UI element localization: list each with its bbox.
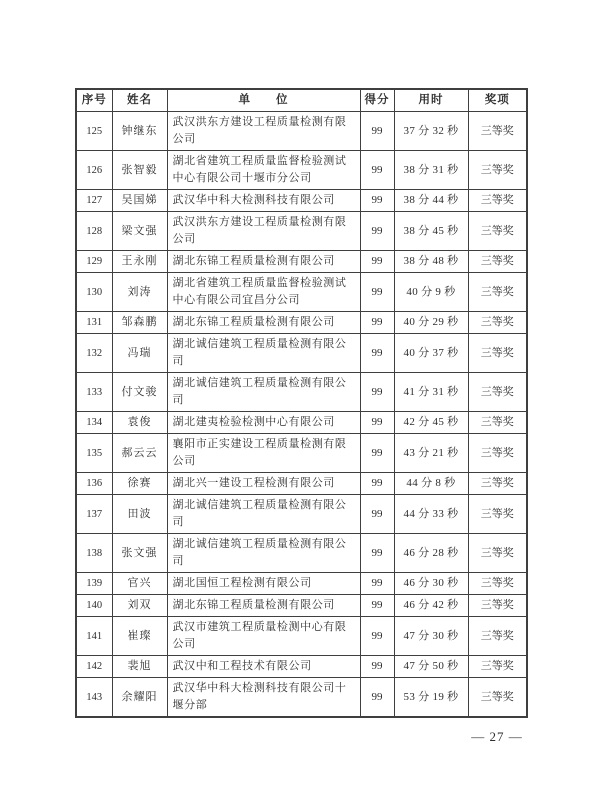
cell-time: 47 分 50 秒	[394, 656, 468, 678]
table-row	[76, 112, 527, 151]
cell-score: 99	[360, 595, 394, 617]
cell-org: 武汉华中科大检测科技有限公司	[167, 190, 360, 212]
cell-score: 99	[360, 473, 394, 495]
cell-score: 99	[360, 312, 394, 334]
table-row	[76, 434, 527, 473]
header-award: 奖项	[468, 89, 527, 112]
cell-score: 99	[360, 112, 394, 151]
cell-score: 99	[360, 251, 394, 273]
table-row	[76, 312, 527, 334]
table-row	[76, 273, 527, 312]
cell-name: 郝云云	[112, 434, 167, 473]
cell-no: 137	[76, 495, 112, 534]
table-row	[76, 251, 527, 273]
table-header-row	[76, 89, 527, 112]
table-row	[76, 212, 527, 251]
cell-name: 余耀阳	[112, 678, 167, 718]
cell-award: 三等奖	[468, 251, 527, 273]
cell-award: 三等奖	[468, 151, 527, 190]
cell-award: 三等奖	[468, 273, 527, 312]
cell-award: 三等奖	[468, 678, 527, 718]
cell-no: 141	[76, 617, 112, 656]
cell-score: 99	[360, 573, 394, 595]
cell-time: 44 分 33 秒	[394, 495, 468, 534]
table-row	[76, 495, 527, 534]
table-row	[76, 656, 527, 678]
cell-org: 湖北诚信建筑工程质量检测有限公司	[167, 495, 360, 534]
cell-org: 武汉洪东方建设工程质量检测有限公司	[167, 112, 360, 151]
cell-award: 三等奖	[468, 656, 527, 678]
cell-award: 三等奖	[468, 212, 527, 251]
header-name: 姓名	[112, 89, 167, 112]
cell-time: 42 分 45 秒	[394, 412, 468, 434]
table-row	[76, 334, 527, 373]
cell-no: 135	[76, 434, 112, 473]
table-row	[76, 534, 527, 573]
cell-time: 47 分 30 秒	[394, 617, 468, 656]
cell-org: 武汉市建筑工程质量检测中心有限公司	[167, 617, 360, 656]
cell-org: 湖北诚信建筑工程质量检测有限公司	[167, 373, 360, 412]
cell-time: 46 分 30 秒	[394, 573, 468, 595]
cell-name: 崔璨	[112, 617, 167, 656]
cell-org: 湖北省建筑工程质量监督检验测试中心有限公司十堰市分公司	[167, 151, 360, 190]
table-row	[76, 573, 527, 595]
cell-time: 37 分 32 秒	[394, 112, 468, 151]
table-row	[76, 678, 527, 718]
table-row	[76, 412, 527, 434]
cell-org: 湖北诚信建筑工程质量检测有限公司	[167, 534, 360, 573]
cell-no: 132	[76, 334, 112, 373]
cell-score: 99	[360, 678, 394, 718]
cell-time: 53 分 19 秒	[394, 678, 468, 718]
cell-name: 刘双	[112, 595, 167, 617]
cell-score: 99	[360, 190, 394, 212]
cell-org: 湖北东锦工程质量检测有限公司	[167, 595, 360, 617]
table-row	[76, 473, 527, 495]
cell-org: 湖北建夷检验检测中心有限公司	[167, 412, 360, 434]
cell-name: 张文强	[112, 534, 167, 573]
cell-time: 38 分 44 秒	[394, 190, 468, 212]
cell-no: 142	[76, 656, 112, 678]
cell-award: 三等奖	[468, 595, 527, 617]
cell-name: 钟继东	[112, 112, 167, 151]
cell-no: 126	[76, 151, 112, 190]
cell-award: 三等奖	[468, 617, 527, 656]
cell-time: 46 分 28 秒	[394, 534, 468, 573]
cell-no: 136	[76, 473, 112, 495]
cell-name: 付文骏	[112, 373, 167, 412]
header-org: 单 位	[167, 89, 360, 112]
cell-award: 三等奖	[468, 412, 527, 434]
cell-no: 139	[76, 573, 112, 595]
cell-score: 99	[360, 617, 394, 656]
cell-no: 129	[76, 251, 112, 273]
cell-name: 梁文强	[112, 212, 167, 251]
cell-org: 湖北省建筑工程质量监督检验测试中心有限公司宜昌分公司	[167, 273, 360, 312]
cell-org: 武汉中和工程技术有限公司	[167, 656, 360, 678]
table-row	[76, 373, 527, 412]
cell-award: 三等奖	[468, 190, 527, 212]
cell-name: 张智毅	[112, 151, 167, 190]
cell-org: 襄阳市正实建设工程质量检测有限公司	[167, 434, 360, 473]
cell-no: 140	[76, 595, 112, 617]
cell-org: 武汉华中科大检测科技有限公司十堰分部	[167, 678, 360, 718]
cell-score: 99	[360, 434, 394, 473]
cell-award: 三等奖	[468, 573, 527, 595]
cell-org: 湖北东锦工程质量检测有限公司	[167, 251, 360, 273]
cell-score: 99	[360, 656, 394, 678]
cell-no: 133	[76, 373, 112, 412]
cell-no: 130	[76, 273, 112, 312]
cell-time: 41 分 31 秒	[394, 373, 468, 412]
cell-org: 武汉洪东方建设工程质量检测有限公司	[167, 212, 360, 251]
cell-score: 99	[360, 534, 394, 573]
cell-org: 湖北兴一建设工程检测有限公司	[167, 473, 360, 495]
results-table	[75, 88, 528, 718]
cell-score: 99	[360, 412, 394, 434]
cell-name: 袁俊	[112, 412, 167, 434]
cell-name: 吴国娣	[112, 190, 167, 212]
cell-name: 邹森鹏	[112, 312, 167, 334]
cell-score: 99	[360, 212, 394, 251]
table-row	[76, 190, 527, 212]
cell-name: 冯瑞	[112, 334, 167, 373]
cell-award: 三等奖	[468, 534, 527, 573]
table-row	[76, 151, 527, 190]
cell-time: 40 分 9 秒	[394, 273, 468, 312]
cell-time: 38 分 48 秒	[394, 251, 468, 273]
cell-time: 40 分 29 秒	[394, 312, 468, 334]
header-time: 用时	[394, 89, 468, 112]
cell-name: 徐赛	[112, 473, 167, 495]
cell-award: 三等奖	[468, 434, 527, 473]
cell-name: 王永刚	[112, 251, 167, 273]
cell-no: 134	[76, 412, 112, 434]
cell-org: 湖北东锦工程质量检测有限公司	[167, 312, 360, 334]
cell-score: 99	[360, 273, 394, 312]
cell-award: 三等奖	[468, 473, 527, 495]
cell-no: 131	[76, 312, 112, 334]
cell-award: 三等奖	[468, 334, 527, 373]
cell-score: 99	[360, 495, 394, 534]
cell-name: 刘涛	[112, 273, 167, 312]
cell-time: 43 分 21 秒	[394, 434, 468, 473]
cell-name: 裴旭	[112, 656, 167, 678]
cell-no: 127	[76, 190, 112, 212]
cell-score: 99	[360, 373, 394, 412]
cell-name: 田波	[112, 495, 167, 534]
cell-award: 三等奖	[468, 312, 527, 334]
cell-award: 三等奖	[468, 495, 527, 534]
table-row	[76, 617, 527, 656]
cell-no: 125	[76, 112, 112, 151]
cell-no: 143	[76, 678, 112, 718]
cell-time: 40 分 37 秒	[394, 334, 468, 373]
header-score: 得分	[360, 89, 394, 112]
cell-time: 38 分 31 秒	[394, 151, 468, 190]
page-number: — 27 —	[471, 729, 523, 744]
cell-no: 128	[76, 212, 112, 251]
cell-score: 99	[360, 151, 394, 190]
cell-award: 三等奖	[468, 112, 527, 151]
cell-time: 46 分 42 秒	[394, 595, 468, 617]
cell-score: 99	[360, 334, 394, 373]
cell-org: 湖北诚信建筑工程质量检测有限公司	[167, 334, 360, 373]
cell-no: 138	[76, 534, 112, 573]
cell-time: 44 分 8 秒	[394, 473, 468, 495]
cell-award: 三等奖	[468, 373, 527, 412]
table-row	[76, 595, 527, 617]
cell-time: 38 分 45 秒	[394, 212, 468, 251]
cell-org: 湖北国恒工程检测有限公司	[167, 573, 360, 595]
cell-name: 官兴	[112, 573, 167, 595]
table-body	[76, 112, 527, 718]
header-no: 序号	[76, 89, 112, 112]
